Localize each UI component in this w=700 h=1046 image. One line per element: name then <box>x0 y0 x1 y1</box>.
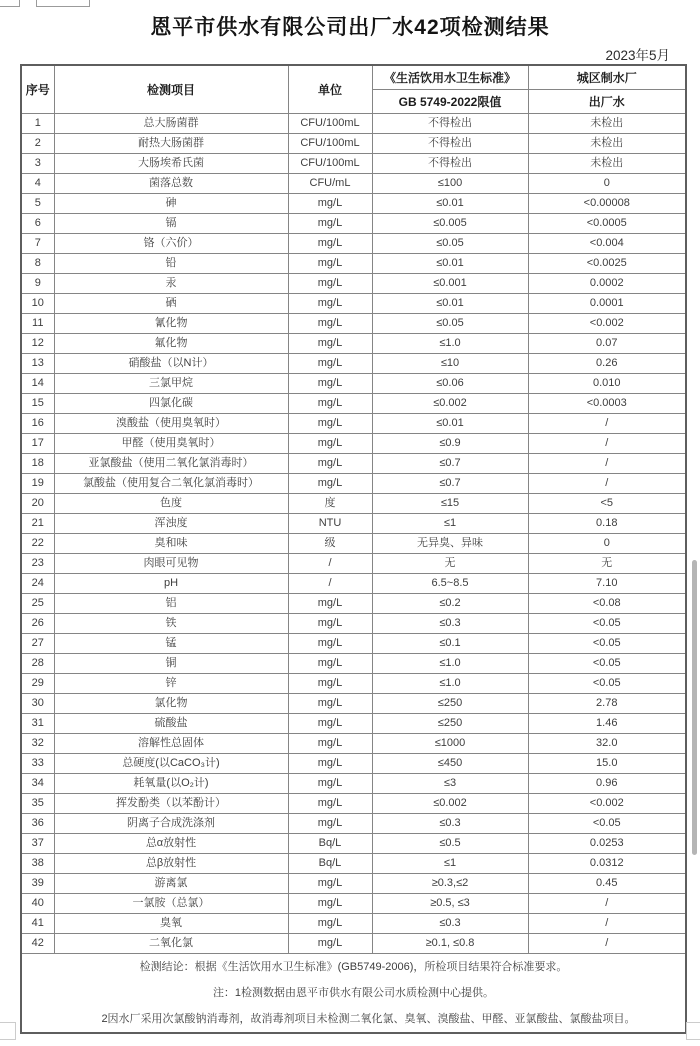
note-2: 2因水厂采用次氯酸钠消毒剂，故消毒剂项目未检测二氧化氯、臭氧、溴酸盐、甲醛、亚氯酸盐、氯酸盐项目。 <box>101 1013 636 1025</box>
cell-limit: ≤0.3 <box>372 814 528 834</box>
cell-limit: ≤1 <box>372 854 528 874</box>
cell-value: <0.0025 <box>528 254 686 274</box>
cell-no: 4 <box>21 174 54 194</box>
cell-unit: mg/L <box>288 814 372 834</box>
cell-item: pH <box>54 574 288 594</box>
cell-unit: mg/L <box>288 934 372 954</box>
cell-value: 0.010 <box>528 374 686 394</box>
cell-unit: mg/L <box>288 714 372 734</box>
cell-unit: mg/L <box>288 314 372 334</box>
cell-item: 氟化物 <box>54 334 288 354</box>
cell-item: 总β放射性 <box>54 854 288 874</box>
cell-limit: ≤0.1 <box>372 634 528 654</box>
cell-item: 总大肠菌群 <box>54 114 288 134</box>
table-row <box>21 914 686 934</box>
cell-no: 33 <box>21 754 54 774</box>
cell-item: 浑浊度 <box>54 514 288 534</box>
cell-item: 硝酸盐（以N计） <box>54 354 288 374</box>
table-row <box>21 614 686 634</box>
cell-no: 19 <box>21 474 54 494</box>
cell-limit: ≤0.002 <box>372 794 528 814</box>
cell-value: <0.05 <box>528 654 686 674</box>
cell-item: 挥发酚类（以苯酚计） <box>54 794 288 814</box>
cell-no: 6 <box>21 214 54 234</box>
cell-unit: mg/L <box>288 694 372 714</box>
cell-unit: mg/L <box>288 794 372 814</box>
table-row <box>21 154 686 174</box>
cell-unit: mg/L <box>288 394 372 414</box>
cell-no: 27 <box>21 634 54 654</box>
cell-item: 硒 <box>54 294 288 314</box>
cell-no: 35 <box>21 794 54 814</box>
cell-no: 26 <box>21 614 54 634</box>
cell-limit: ≥0.1, ≤0.8 <box>372 934 528 954</box>
cell-limit: ≤3 <box>372 774 528 794</box>
cell-unit: Bq/L <box>288 834 372 854</box>
cell-unit: Bq/L <box>288 854 372 874</box>
cell-no: 42 <box>21 934 54 954</box>
cell-unit: mg/L <box>288 614 372 634</box>
cell-unit: CFU/100mL <box>288 134 372 154</box>
cell-value: / <box>528 914 686 934</box>
cell-limit: ≤0.5 <box>372 834 528 854</box>
cell-no: 22 <box>21 534 54 554</box>
cell-limit: ≤10 <box>372 354 528 374</box>
cell-no: 32 <box>21 734 54 754</box>
cell-value: <0.00008 <box>528 194 686 214</box>
cell-no: 23 <box>21 554 54 574</box>
cell-unit: / <box>288 554 372 574</box>
table-row <box>21 814 686 834</box>
cell-limit: ≤0.01 <box>372 414 528 434</box>
cell-limit: ≥0.3,≤2 <box>372 874 528 894</box>
cell-item: 二氧化氯 <box>54 934 288 954</box>
table-row <box>21 434 686 454</box>
cell-limit: ≤0.7 <box>372 474 528 494</box>
cell-unit: mg/L <box>288 274 372 294</box>
table-row <box>21 354 686 374</box>
cell-item: 耐热大肠菌群 <box>54 134 288 154</box>
cell-value: 无 <box>528 554 686 574</box>
col-header-item: 检测项目 <box>54 65 288 114</box>
cell-limit: ≤1 <box>372 514 528 534</box>
cell-value: 0.0002 <box>528 274 686 294</box>
cell-value: / <box>528 414 686 434</box>
col-header-standard-limit: GB 5749-2022限值 <box>372 90 528 114</box>
cell-limit: ≥0.5, ≤3 <box>372 894 528 914</box>
cell-no: 1 <box>21 114 54 134</box>
results-table <box>20 64 687 1034</box>
cell-no: 2 <box>21 134 54 154</box>
cropped-table-fragment-top <box>36 0 90 7</box>
cell-no: 11 <box>21 314 54 334</box>
cell-limit: ≤0.3 <box>372 614 528 634</box>
table-row <box>21 474 686 494</box>
cell-item: 锰 <box>54 634 288 654</box>
table-row <box>21 274 686 294</box>
col-header-unit: 单位 <box>288 65 372 114</box>
cell-unit: mg/L <box>288 894 372 914</box>
conclusion-note: 检测结论：根据《生活饮用水卫生标准》(GB5749-2006)，所检项目结果符合标准要求。 <box>139 961 568 973</box>
cell-value: / <box>528 894 686 914</box>
cell-limit: ≤1.0 <box>372 334 528 354</box>
scrollbar-thumb[interactable] <box>692 560 697 855</box>
cell-value: <0.05 <box>528 674 686 694</box>
cell-value: <5 <box>528 494 686 514</box>
table-footer <box>21 954 686 1034</box>
cell-value: 未检出 <box>528 154 686 174</box>
table-row <box>21 414 686 434</box>
cell-limit: ≤1.0 <box>372 654 528 674</box>
table-row <box>21 494 686 514</box>
table-row <box>21 834 686 854</box>
cell-no: 3 <box>21 154 54 174</box>
cell-value: 0.0001 <box>528 294 686 314</box>
cell-item: 臭和味 <box>54 534 288 554</box>
table-row <box>21 334 686 354</box>
cell-value: <0.0003 <box>528 394 686 414</box>
cell-value: <0.05 <box>528 614 686 634</box>
col-header-no: 序号 <box>21 65 54 114</box>
cell-item: 锌 <box>54 674 288 694</box>
cell-unit: mg/L <box>288 674 372 694</box>
cell-no: 5 <box>21 194 54 214</box>
table-row <box>21 554 686 574</box>
cell-no: 21 <box>21 514 54 534</box>
cell-unit: mg/L <box>288 414 372 434</box>
cell-item: 铜 <box>54 654 288 674</box>
cropped-table-fragment-bottom-left <box>0 1022 16 1040</box>
cell-limit: ≤1.0 <box>372 674 528 694</box>
col-header-plant-name: 城区制水厂 <box>528 65 686 90</box>
table-row <box>21 894 686 914</box>
cell-value: 0.26 <box>528 354 686 374</box>
cell-limit: ≤100 <box>372 174 528 194</box>
table-row <box>21 634 686 654</box>
cell-no: 20 <box>21 494 54 514</box>
cell-no: 29 <box>21 674 54 694</box>
cell-value: 0 <box>528 174 686 194</box>
cell-unit: mg/L <box>288 254 372 274</box>
table-row <box>21 394 686 414</box>
note-1: 注：1检测数据由恩平市供水有限公司水质检测中心提供。 <box>212 987 495 999</box>
cell-no: 9 <box>21 274 54 294</box>
cell-unit: mg/L <box>288 294 372 314</box>
table-row <box>21 694 686 714</box>
cell-value: <0.002 <box>528 794 686 814</box>
cell-value: <0.004 <box>528 234 686 254</box>
cell-item: 总α放射性 <box>54 834 288 854</box>
cell-item: 铬（六价） <box>54 234 288 254</box>
cell-unit: CFU/100mL <box>288 154 372 174</box>
cell-value: 未检出 <box>528 114 686 134</box>
cell-limit: 无异臭、异味 <box>372 534 528 554</box>
cell-unit: mg/L <box>288 434 372 454</box>
cell-no: 10 <box>21 294 54 314</box>
table-row <box>21 174 686 194</box>
cell-unit: mg/L <box>288 214 372 234</box>
cell-no: 25 <box>21 594 54 614</box>
cell-no: 15 <box>21 394 54 414</box>
cell-unit: mg/L <box>288 654 372 674</box>
cell-limit: ≤0.2 <box>372 594 528 614</box>
cell-unit: mg/L <box>288 454 372 474</box>
cell-item: 砷 <box>54 194 288 214</box>
table-row <box>21 654 686 674</box>
cell-item: 色度 <box>54 494 288 514</box>
cell-no: 7 <box>21 234 54 254</box>
cell-item: 一氯胺（总氯） <box>54 894 288 914</box>
cell-item: 臭氧 <box>54 914 288 934</box>
cell-limit: ≤0.01 <box>372 254 528 274</box>
cell-limit: 不得检出 <box>372 114 528 134</box>
cropped-table-fragment-top-left <box>0 0 20 7</box>
table-row <box>21 794 686 814</box>
cell-no: 38 <box>21 854 54 874</box>
cell-value: 0.07 <box>528 334 686 354</box>
cell-item: 四氯化碳 <box>54 394 288 414</box>
table-row <box>21 234 686 254</box>
cell-limit: ≤0.005 <box>372 214 528 234</box>
cell-item: 氯化物 <box>54 694 288 714</box>
cell-item: 铁 <box>54 614 288 634</box>
cell-value: 1.46 <box>528 714 686 734</box>
cell-limit: ≤0.05 <box>372 234 528 254</box>
cell-item: 亚氯酸盐（使用二氧化氯消毒时） <box>54 454 288 474</box>
table-row <box>21 594 686 614</box>
page-title: 恩平市供水有限公司出厂水42项检测结果 <box>150 16 550 39</box>
cell-limit: ≤0.7 <box>372 454 528 474</box>
cell-item: 氯酸盐（使用复合二氧化氯消毒时） <box>54 474 288 494</box>
report-date: 2023年5月 <box>605 48 670 63</box>
cell-item: 汞 <box>54 274 288 294</box>
table-row <box>21 934 686 954</box>
cell-value: <0.002 <box>528 314 686 334</box>
cell-unit: / <box>288 574 372 594</box>
cell-value: 2.78 <box>528 694 686 714</box>
cell-unit: CFU/mL <box>288 174 372 194</box>
cell-value: <0.05 <box>528 814 686 834</box>
cell-value: / <box>528 434 686 454</box>
cell-item: 肉眼可见物 <box>54 554 288 574</box>
cell-value: 0.0253 <box>528 834 686 854</box>
table-row <box>21 534 686 554</box>
cell-unit: mg/L <box>288 874 372 894</box>
cell-no: 39 <box>21 874 54 894</box>
cell-no: 8 <box>21 254 54 274</box>
cell-unit: mg/L <box>288 734 372 754</box>
table-row <box>21 314 686 334</box>
col-header-plant-water: 出厂水 <box>528 90 686 114</box>
table-row <box>21 854 686 874</box>
cell-value: 0.45 <box>528 874 686 894</box>
table-row <box>21 714 686 734</box>
cell-limit: ≤0.01 <box>372 194 528 214</box>
table-row <box>21 734 686 754</box>
cell-limit: 无 <box>372 554 528 574</box>
cell-value: 0.0312 <box>528 854 686 874</box>
cell-unit: mg/L <box>288 234 372 254</box>
cell-limit: 6.5~8.5 <box>372 574 528 594</box>
table-row <box>21 214 686 234</box>
cell-item: 阴离子合成洗涤剂 <box>54 814 288 834</box>
cell-item: 甲醛（使用臭氧时） <box>54 434 288 454</box>
table-row <box>21 454 686 474</box>
table-row <box>21 774 686 794</box>
table-body <box>21 114 686 954</box>
cell-limit: ≤0.9 <box>372 434 528 454</box>
cell-no: 16 <box>21 414 54 434</box>
cell-unit: mg/L <box>288 634 372 654</box>
col-header-standard-title: 《生活饮用水卫生标准》 <box>372 65 528 90</box>
cell-value: 7.10 <box>528 574 686 594</box>
cell-value: / <box>528 474 686 494</box>
cell-value: <0.0005 <box>528 214 686 234</box>
cell-limit: 不得检出 <box>372 154 528 174</box>
table-row <box>21 294 686 314</box>
cell-limit: ≤0.01 <box>372 294 528 314</box>
cell-no: 18 <box>21 454 54 474</box>
cell-unit: mg/L <box>288 334 372 354</box>
cell-limit: ≤0.001 <box>372 274 528 294</box>
cell-no: 24 <box>21 574 54 594</box>
cell-limit: ≤250 <box>372 694 528 714</box>
cell-value: 0 <box>528 534 686 554</box>
cell-item: 溴酸盐（使用臭氧时） <box>54 414 288 434</box>
cell-item: 三氯甲烷 <box>54 374 288 394</box>
cell-unit: mg/L <box>288 774 372 794</box>
cell-limit: ≤450 <box>372 754 528 774</box>
table-row <box>21 254 686 274</box>
cell-no: 31 <box>21 714 54 734</box>
cell-limit: ≤0.05 <box>372 314 528 334</box>
cell-value: / <box>528 934 686 954</box>
cell-no: 17 <box>21 434 54 454</box>
table-row <box>21 874 686 894</box>
table-row <box>21 114 686 134</box>
cell-item: 铝 <box>54 594 288 614</box>
cell-no: 34 <box>21 774 54 794</box>
cell-no: 13 <box>21 354 54 374</box>
cell-no: 40 <box>21 894 54 914</box>
cell-value: 未检出 <box>528 134 686 154</box>
table-row <box>21 374 686 394</box>
cell-value: 15.0 <box>528 754 686 774</box>
cell-value: 0.96 <box>528 774 686 794</box>
cell-item: 溶解性总固体 <box>54 734 288 754</box>
cell-unit: mg/L <box>288 374 372 394</box>
cell-unit: NTU <box>288 514 372 534</box>
cell-unit: 级 <box>288 534 372 554</box>
cell-item: 硫酸盐 <box>54 714 288 734</box>
table-row <box>21 754 686 774</box>
cell-item: 耗氧量(以O₂计) <box>54 774 288 794</box>
cell-unit: 度 <box>288 494 372 514</box>
cell-limit: ≤0.06 <box>372 374 528 394</box>
cropped-table-fragment-bottom-right <box>686 1022 700 1040</box>
cell-item: 总硬度(以CaCO₃计) <box>54 754 288 774</box>
cell-no: 36 <box>21 814 54 834</box>
table-row <box>21 134 686 154</box>
table-row <box>21 674 686 694</box>
cell-limit: ≤0.3 <box>372 914 528 934</box>
cell-item: 铅 <box>54 254 288 274</box>
table-row <box>21 574 686 594</box>
notes-cell <box>21 954 686 1034</box>
cell-value: / <box>528 454 686 474</box>
cell-unit: mg/L <box>288 754 372 774</box>
table-row <box>21 194 686 214</box>
cell-unit: mg/L <box>288 474 372 494</box>
cell-item: 游离氯 <box>54 874 288 894</box>
cell-unit: mg/L <box>288 594 372 614</box>
cell-no: 12 <box>21 334 54 354</box>
cell-no: 30 <box>21 694 54 714</box>
table-header <box>21 65 686 114</box>
cell-item: 氰化物 <box>54 314 288 334</box>
cell-item: 大肠埃希氏菌 <box>54 154 288 174</box>
cell-unit: mg/L <box>288 914 372 934</box>
cell-unit: mg/L <box>288 194 372 214</box>
cell-no: 37 <box>21 834 54 854</box>
cell-no: 14 <box>21 374 54 394</box>
cell-value: 32.0 <box>528 734 686 754</box>
table-row <box>21 514 686 534</box>
cell-value: 0.18 <box>528 514 686 534</box>
cell-unit: mg/L <box>288 354 372 374</box>
cell-limit: ≤0.002 <box>372 394 528 414</box>
cell-limit: ≤15 <box>372 494 528 514</box>
cell-no: 28 <box>21 654 54 674</box>
cell-limit: 不得检出 <box>372 134 528 154</box>
cell-limit: ≤250 <box>372 714 528 734</box>
cell-value: <0.05 <box>528 634 686 654</box>
cell-item: 菌落总数 <box>54 174 288 194</box>
cell-value: <0.08 <box>528 594 686 614</box>
cell-item: 镉 <box>54 214 288 234</box>
cell-limit: ≤1000 <box>372 734 528 754</box>
cell-no: 41 <box>21 914 54 934</box>
cell-unit: CFU/100mL <box>288 114 372 134</box>
